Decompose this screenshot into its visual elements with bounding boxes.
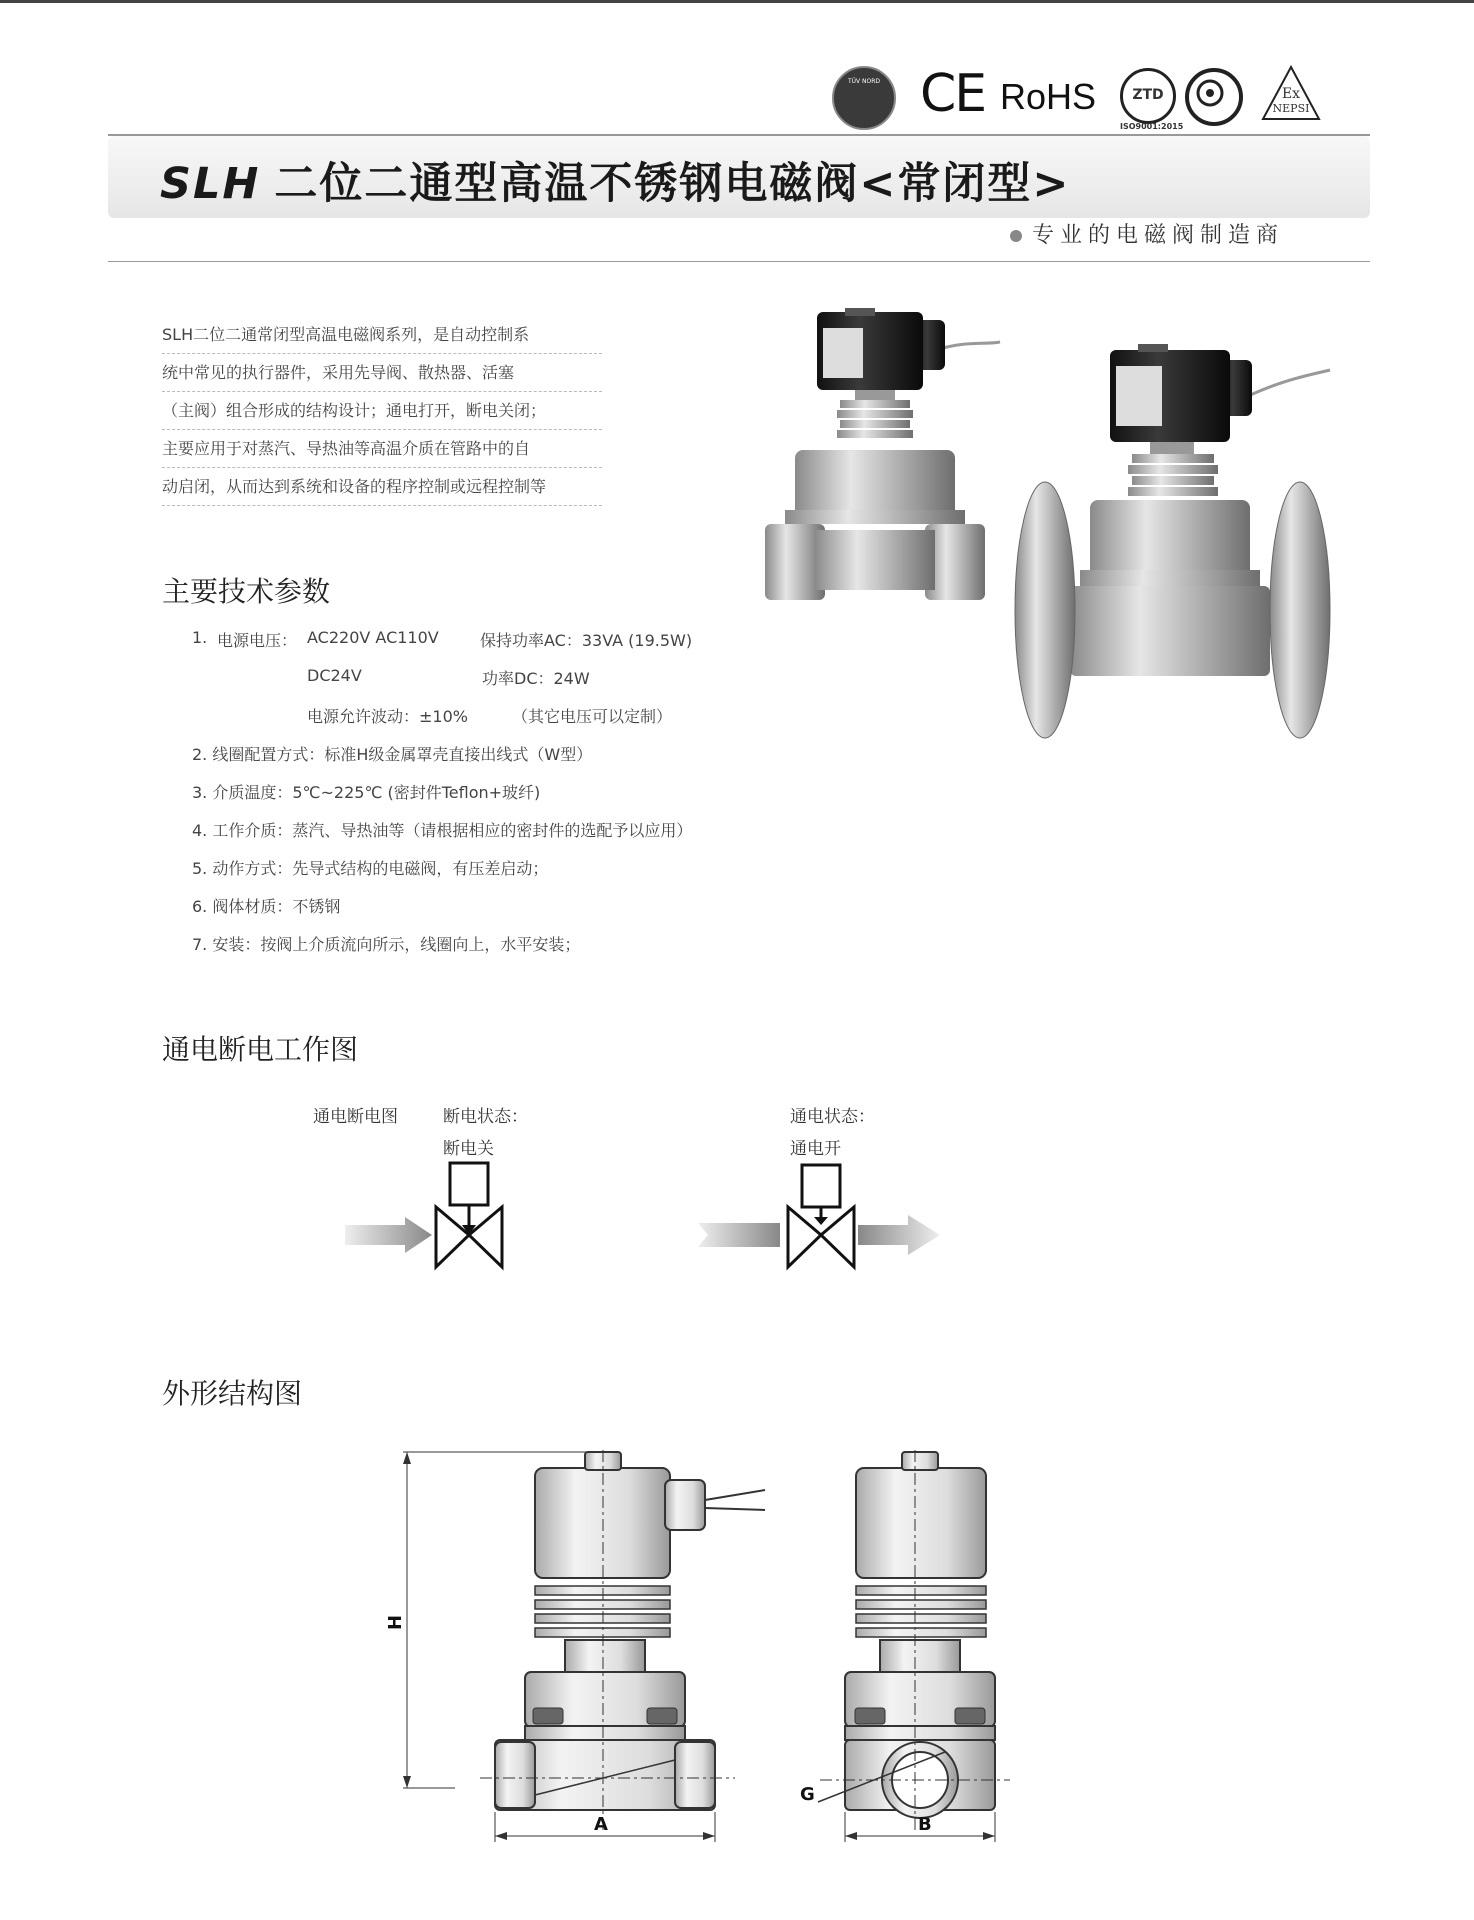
title-text: 二位二通型高温不锈钢电磁阀<常闭型> bbox=[274, 159, 1071, 209]
model-code: SLH bbox=[160, 159, 261, 209]
off-state-label: 断电状态： bbox=[443, 1107, 528, 1127]
on-state-desc: 通电开 bbox=[790, 1139, 841, 1159]
ex-nepsi-logo bbox=[1260, 64, 1322, 122]
spec-1-power-dc: 功率DC：24W bbox=[482, 669, 590, 688]
certification-seal-icon bbox=[1185, 68, 1243, 126]
spec-7: 7. 安装：按阀上介质流向所示，线圈向上，水平安装； bbox=[192, 935, 581, 954]
spec-3: 3. 介质温度：5℃~225℃ (密封件Teflon+玻纤) bbox=[192, 783, 541, 802]
intro-line: SLH二位二通常闭型高温电磁阀系列，是自动控制系 bbox=[162, 316, 602, 354]
spec-5: 5. 动作方式：先导式结构的电磁阀，有压差启动； bbox=[192, 859, 549, 878]
side-view-drawing bbox=[800, 1440, 1030, 1850]
spec-1-voltage-dc: DC24V bbox=[307, 666, 362, 685]
structure-heading: 外形结构图 bbox=[162, 1377, 303, 1410]
dim-h-label: H bbox=[385, 1614, 407, 1631]
ex-text: Ex bbox=[1281, 86, 1301, 102]
intro-paragraph bbox=[162, 316, 602, 506]
spec-1-tolerance: 电源允许波动：±10% bbox=[307, 707, 468, 726]
valve-closed-symbol bbox=[345, 1163, 502, 1267]
top-border bbox=[0, 0, 1474, 3]
tagline-text: 专业的电磁阀制造商 bbox=[1032, 223, 1285, 248]
working-diagram-heading: 通电断电工作图 bbox=[162, 1033, 359, 1066]
tagline bbox=[1010, 218, 1284, 249]
rohs-mark: RoHS bbox=[1000, 76, 1097, 117]
tuv-logo-text: TÜV NORD bbox=[847, 78, 881, 85]
spec-1-label: 电源电压： bbox=[217, 631, 298, 650]
ztd-logo-text: ZTD bbox=[1132, 87, 1164, 103]
spec-1-num: 1. bbox=[192, 628, 208, 647]
certification-logos bbox=[820, 62, 1340, 132]
working-diagram-label: 通电断电图 bbox=[313, 1107, 398, 1127]
dim-b-label: B bbox=[918, 1814, 932, 1835]
page-title bbox=[160, 150, 1070, 211]
spec-1-voltage-ac: AC220V AC110V bbox=[307, 628, 439, 647]
spec-1-hold-power-ac: 保持功率AC：33VA (19.5W) bbox=[480, 631, 693, 650]
spec-1-custom-note: （其它电压可以定制） bbox=[512, 707, 673, 726]
bullet-dot-icon bbox=[1010, 230, 1022, 242]
nepsi-text: NEPSI bbox=[1272, 102, 1310, 115]
tuv-logo bbox=[832, 66, 896, 130]
header-rule bbox=[108, 261, 1370, 262]
iso-label: ISO9001:2015 bbox=[1120, 122, 1184, 131]
ztd-logo bbox=[1120, 68, 1176, 124]
intro-line: 统中常见的执行器件，采用先导阀、散热器、活塞 bbox=[162, 354, 602, 392]
intro-line: （主阀）组合形成的结构设计；通电打开，断电关闭； bbox=[162, 392, 602, 430]
dim-g-label: G bbox=[800, 1784, 815, 1805]
on-state-label: 通电状态： bbox=[790, 1107, 875, 1127]
spec-4: 4. 工作介质：蒸汽、导热油等（请根据相应的密封件的选配予以应用） bbox=[192, 821, 693, 840]
spec-6: 6. 阀体材质：不锈钢 bbox=[192, 897, 341, 916]
off-state-desc: 断电关 bbox=[443, 1139, 494, 1159]
dim-a-label: A bbox=[594, 1814, 608, 1835]
valve-open-symbol bbox=[698, 1165, 940, 1267]
ce-mark: CE bbox=[920, 64, 986, 124]
specs-heading: 主要技术参数 bbox=[162, 575, 331, 608]
working-diagram bbox=[340, 1155, 940, 1285]
intro-line: 动启闭，从而达到系统和设备的程序控制或远程控制等 bbox=[162, 468, 602, 506]
intro-line: 主要应用于对蒸汽、导热油等高温介质在管路中的自 bbox=[162, 430, 602, 468]
threaded-valve-photo bbox=[755, 300, 1005, 610]
flanged-valve-photo bbox=[1010, 340, 1340, 740]
spec-2: 2. 线圈配置方式：标准H级金属罩壳直接出线式（W型） bbox=[192, 745, 593, 764]
